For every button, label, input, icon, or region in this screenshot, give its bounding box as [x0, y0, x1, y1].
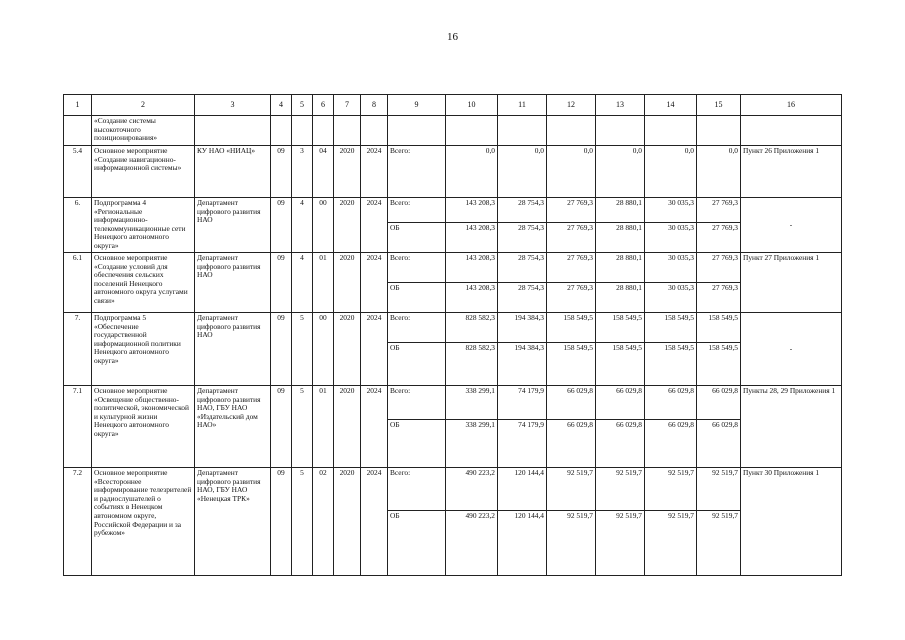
row-name: Основное мероприятие «Создание навигационно-информационной системы»: [92, 146, 195, 198]
amount-cell: 92 519,7: [697, 511, 741, 576]
amount-cell: 143 208,3: [446, 283, 498, 313]
amount-cell: 120 144,4: [498, 468, 547, 511]
amount-cell: 120 144,4: [498, 511, 547, 576]
code-4: 09: [271, 468, 292, 576]
row-executor: Департамент цифрового развития НАО, ГБУ НАО «Издательский дом НАО»: [195, 386, 271, 468]
amount-cell: 74 179,9: [498, 386, 547, 420]
table-row: [64, 146, 842, 198]
year-end: 2024: [361, 313, 388, 386]
row-name: Подпрограмма 4 «Региональные информационно-телекоммуникационные сети Ненецкого автономного округа»: [92, 198, 195, 253]
year-start: 2020: [334, 386, 361, 468]
amount-cell: 158 549,5: [547, 313, 596, 343]
code-5: 4: [292, 198, 313, 253]
funding-source: ОБ: [388, 223, 446, 253]
row-number: 7.: [64, 313, 92, 386]
amount-cell: 828 582,3: [446, 343, 498, 386]
code-6: 02: [313, 468, 334, 576]
amount-cell: 66 029,8: [547, 420, 596, 468]
amount-cell: 143 208,3: [446, 198, 498, 223]
code-6: 01: [313, 253, 334, 313]
row-note: Пункт 27 Приложения 1: [741, 253, 842, 313]
funding-source: Всего:: [388, 313, 446, 343]
funding-source: Всего:: [388, 468, 446, 511]
year-end: 2024: [361, 198, 388, 253]
amount-cell: 66 029,8: [697, 386, 741, 420]
code-4: 09: [271, 313, 292, 386]
code-6: 00: [313, 313, 334, 386]
table-row: [64, 253, 842, 283]
page-number: 16: [447, 31, 458, 43]
funding-source: ОБ: [388, 283, 446, 313]
amount-cell: 92 519,7: [697, 468, 741, 511]
amount-cell: 158 549,5: [596, 343, 645, 386]
funding-source: Всего:: [388, 386, 446, 420]
funding-source: Всего:: [388, 253, 446, 283]
amount-cell: 490 223,2: [446, 511, 498, 576]
column-header: 6: [313, 95, 334, 116]
code-4: 09: [271, 386, 292, 468]
amount-cell: 143 208,3: [446, 253, 498, 283]
column-header: 5: [292, 95, 313, 116]
code-6: 00: [313, 198, 334, 253]
amount-cell: 158 549,5: [697, 343, 741, 386]
code-5: 5: [292, 313, 313, 386]
code-4: 09: [271, 198, 292, 253]
amount-cell: 28 754,3: [498, 223, 547, 253]
row-name: Основное мероприятие «Создание условий для обеспечения сельских поселений Ненецкого автономного округа услугами связи»: [92, 253, 195, 313]
column-header: 13: [596, 95, 645, 116]
amount-cell: 66 029,8: [547, 386, 596, 420]
amount-cell: 92 519,7: [645, 468, 697, 511]
row-executor: КУ НАО «НИАЦ»: [195, 146, 271, 198]
amount-cell: 27 769,3: [547, 223, 596, 253]
table-row: [64, 386, 842, 420]
amount-cell: 92 519,7: [645, 511, 697, 576]
amount-cell: 0,0: [498, 146, 547, 198]
row-note: -: [741, 313, 842, 386]
amount-cell: 490 223,2: [446, 468, 498, 511]
amount-cell: 28 880,1: [596, 198, 645, 223]
column-header: 10: [446, 95, 498, 116]
amount-cell: 143 208,3: [446, 223, 498, 253]
row-number: 7.2: [64, 468, 92, 576]
year-start: 2020: [334, 313, 361, 386]
continuation-name: «Создание системы высокоточного позиционирования»: [92, 116, 195, 146]
amount-cell: 30 035,3: [645, 223, 697, 253]
year-start: 2020: [334, 198, 361, 253]
year-end: 2024: [361, 146, 388, 198]
amount-cell: 92 519,7: [596, 511, 645, 576]
amount-cell: 0,0: [697, 146, 741, 198]
code-5: 4: [292, 253, 313, 313]
amount-cell: 27 769,3: [547, 198, 596, 223]
year-end: 2024: [361, 386, 388, 468]
column-header: 11: [498, 95, 547, 116]
amount-cell: 158 549,5: [645, 343, 697, 386]
column-header: 15: [697, 95, 741, 116]
amount-cell: 30 035,3: [645, 198, 697, 223]
amount-cell: 27 769,3: [547, 253, 596, 283]
code-6: 01: [313, 386, 334, 468]
row-note: Пункт 26 Приложения 1: [741, 146, 842, 198]
row-name: Основное мероприятие «Всестороннее информирование телезрителей и радиослушателей о событиях в Ненецком автономном округе, Российской Федерации и за рубежом»: [92, 468, 195, 576]
amount-cell: 30 035,3: [645, 253, 697, 283]
amount-cell: 92 519,7: [547, 468, 596, 511]
amount-cell: 158 549,5: [645, 313, 697, 343]
column-header: 3: [195, 95, 271, 116]
amount-cell: 92 519,7: [547, 511, 596, 576]
amount-cell: 28 754,3: [498, 283, 547, 313]
code-6: 04: [313, 146, 334, 198]
column-header: 8: [361, 95, 388, 116]
amount-cell: 27 769,3: [547, 283, 596, 313]
amount-cell: 28 880,1: [596, 283, 645, 313]
amount-cell: 194 384,3: [498, 313, 547, 343]
year-start: 2020: [334, 468, 361, 576]
funding-source: ОБ: [388, 420, 446, 468]
row-note: Пункт 30 Приложения 1: [741, 468, 842, 576]
amount-cell: 66 029,8: [697, 420, 741, 468]
column-header: 1: [64, 95, 92, 116]
amount-cell: 0,0: [446, 146, 498, 198]
amount-cell: 28 754,3: [498, 253, 547, 283]
row-executor: Департамент цифрового развития НАО: [195, 198, 271, 253]
row-note: Пункты 28, 29 Приложения 1: [741, 386, 842, 468]
amount-cell: 0,0: [596, 146, 645, 198]
row-executor: Департамент цифрового развития НАО, ГБУ НАО «Ненецкая ТРК»: [195, 468, 271, 576]
year-end: 2024: [361, 468, 388, 576]
code-5: 3: [292, 146, 313, 198]
amount-cell: 66 029,8: [596, 420, 645, 468]
code-5: 5: [292, 468, 313, 576]
funding-source: Всего:: [388, 198, 446, 223]
amount-cell: 27 769,3: [697, 283, 741, 313]
amount-cell: 28 880,1: [596, 253, 645, 283]
row-number: 6.: [64, 198, 92, 253]
amount-cell: 828 582,3: [446, 313, 498, 343]
amount-cell: 27 769,3: [697, 223, 741, 253]
table-row: [64, 198, 842, 223]
amount-cell: 158 549,5: [547, 343, 596, 386]
funding-source: ОБ: [388, 511, 446, 576]
code-4: 09: [271, 253, 292, 313]
code-5: 5: [292, 386, 313, 468]
amount-cell: 27 769,3: [697, 253, 741, 283]
amount-cell: 158 549,5: [596, 313, 645, 343]
column-header: 9: [388, 95, 446, 116]
code-4: 09: [271, 146, 292, 198]
amount-cell: 27 769,3: [697, 198, 741, 223]
funding-source: ОБ: [388, 343, 446, 386]
row-name: Подпрограмма 5 «Обеспечение государственной информационной политики Ненецкого автономного округа»: [92, 313, 195, 386]
amount-cell: 66 029,8: [645, 420, 697, 468]
column-header: 4: [271, 95, 292, 116]
row-note: -: [741, 198, 842, 253]
column-header: 12: [547, 95, 596, 116]
row-executor: Департамент цифрового развития НАО: [195, 253, 271, 313]
amount-cell: 92 519,7: [596, 468, 645, 511]
year-end: 2024: [361, 253, 388, 313]
amount-cell: 28 880,1: [596, 223, 645, 253]
row-number: 6.1: [64, 253, 92, 313]
header-row: [64, 95, 842, 116]
amount-cell: 66 029,8: [596, 386, 645, 420]
amount-cell: 0,0: [645, 146, 697, 198]
year-start: 2020: [334, 146, 361, 198]
row-number: 5.4: [64, 146, 92, 198]
table-row: [64, 468, 842, 511]
budget-table: [63, 94, 842, 576]
row-number: 7.1: [64, 386, 92, 468]
column-header: 7: [334, 95, 361, 116]
column-header: 14: [645, 95, 697, 116]
table-row: [64, 313, 842, 343]
amount-cell: 338 299,1: [446, 386, 498, 420]
amount-cell: 30 035,3: [645, 283, 697, 313]
funding-source: Всего:: [388, 146, 446, 198]
amount-cell: 0,0: [547, 146, 596, 198]
row-name: Основное мероприятие «Освещение общественно-политической, экономической и культурной жизни Ненецкого автономного округа»: [92, 386, 195, 468]
amount-cell: 28 754,3: [498, 198, 547, 223]
amount-cell: 194 384,3: [498, 343, 547, 386]
amount-cell: 74 179,9: [498, 420, 547, 468]
amount-cell: 66 029,8: [645, 386, 697, 420]
row-executor: Департамент цифрового развития НАО: [195, 313, 271, 386]
amount-cell: 338 299,1: [446, 420, 498, 468]
column-header: 16: [741, 95, 842, 116]
column-header: 2: [92, 95, 195, 116]
year-start: 2020: [334, 253, 361, 313]
amount-cell: 158 549,5: [697, 313, 741, 343]
continuation-row: [64, 116, 842, 146]
